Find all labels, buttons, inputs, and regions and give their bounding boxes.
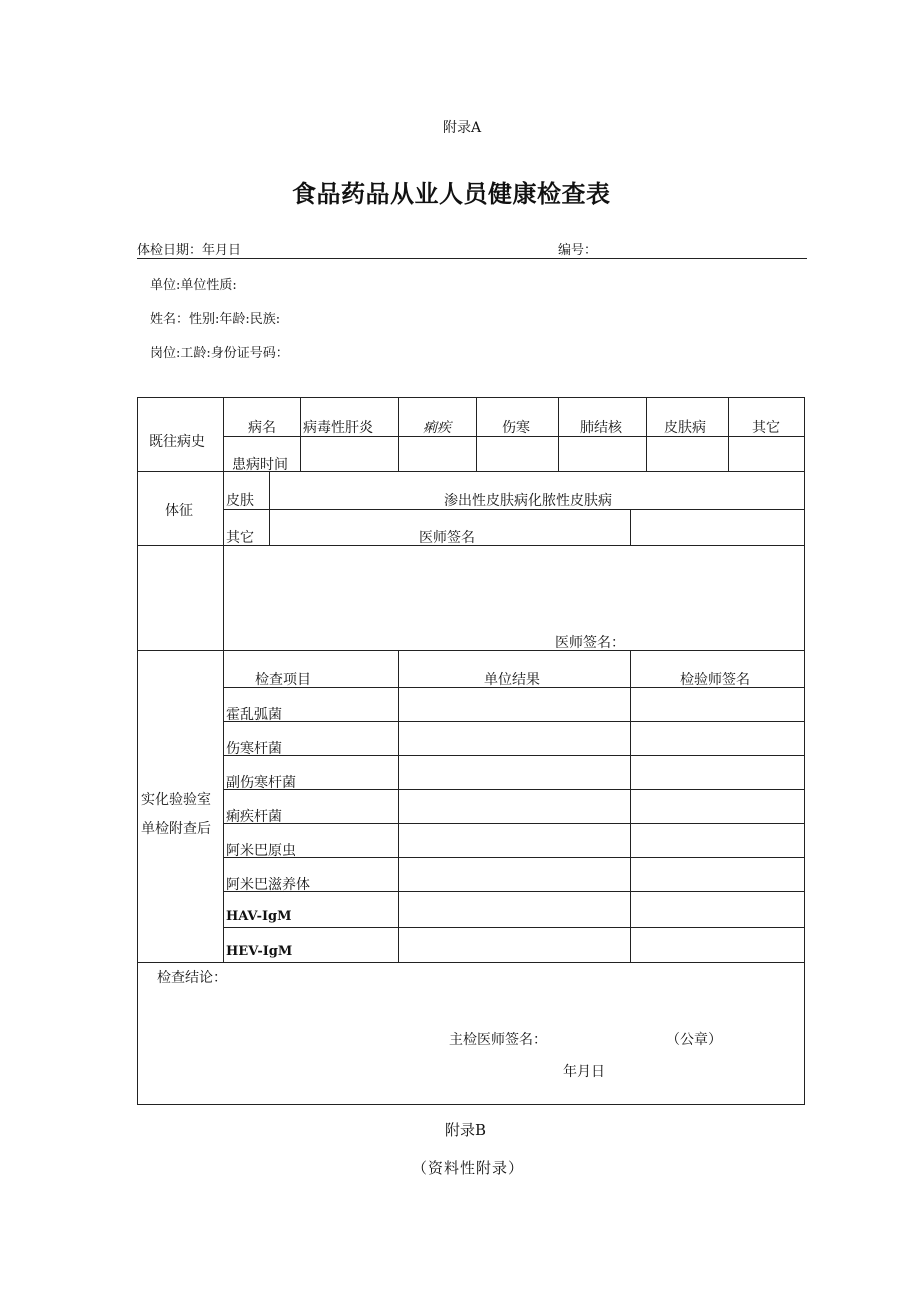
history-section-label: 既往病史 <box>149 434 205 450</box>
lab-section-label-line1: 实化验验室 <box>141 792 211 808</box>
lab-item: 副伤寒杆菌 <box>226 775 296 791</box>
lab-item: 伤寒杆菌 <box>226 741 282 757</box>
lab-item: 霍乱弧菌 <box>226 707 282 723</box>
disease-hepatitis: 病毒性肝炎 <box>303 420 373 436</box>
history-disease-header: 病名 <box>248 420 276 436</box>
lab-item: HAV-IgM <box>226 909 292 924</box>
appendix-b-note: （资料性附录） <box>412 1159 525 1177</box>
official-seal-label: （公章） <box>666 1032 722 1048</box>
page-title: 食品药品从业人员健康检查表 <box>292 180 611 208</box>
lab-header-item: 检查项目 <box>255 672 311 688</box>
disease-dysentery: 痢疾 <box>423 420 451 436</box>
history-time-header: 患病时间 <box>232 457 288 473</box>
lab-item: 阿米巴原虫 <box>226 843 296 859</box>
signs-skin-label: 皮肤 <box>226 493 254 509</box>
disease-typhoid: 伤寒 <box>502 420 530 436</box>
header-rule <box>137 258 807 259</box>
conclusion-date: 年月日 <box>563 1064 605 1080</box>
lab-section-label-line2: 单检附查后 <box>141 821 211 837</box>
lab-item: 痢疾杆菌 <box>226 809 282 825</box>
appendix-a-label: 附录A <box>443 120 482 136</box>
serial-number-label: 编号： <box>558 243 598 258</box>
signs-skin-items: 渗出性皮肤病化脓性皮肤病 <box>444 493 612 509</box>
disease-other: 其它 <box>752 420 780 436</box>
conclusion-label: 检查结论： <box>157 970 227 986</box>
lab-item: 阿米巴滋养体 <box>226 877 310 893</box>
blank-section-doctor-sign: 医师签名： <box>555 635 625 651</box>
signs-section-label: 体征 <box>165 503 193 519</box>
chief-doctor-sign: 主检医师签名： <box>449 1032 547 1048</box>
lab-header-signature: 检验师签名 <box>680 672 750 688</box>
exam-date-label: 体检日期：年月日 <box>137 243 242 258</box>
lab-item: HEV-IgM <box>226 944 293 959</box>
signs-doctor-sign: 医师签名 <box>419 530 475 546</box>
info-line-unit: 单位:单位性质: <box>150 278 237 293</box>
info-line-job: 岗位:工龄:身份证号码： <box>150 346 289 361</box>
disease-tuberculosis: 肺结核 <box>580 420 622 436</box>
appendix-b-label: 附录B <box>445 1121 487 1139</box>
lab-header-result: 单位结果 <box>484 672 540 688</box>
info-line-person: 姓名：性别:年龄:民族: <box>150 312 281 327</box>
signs-other-label: 其它 <box>226 530 254 546</box>
disease-skin: 皮肤病 <box>664 420 706 436</box>
